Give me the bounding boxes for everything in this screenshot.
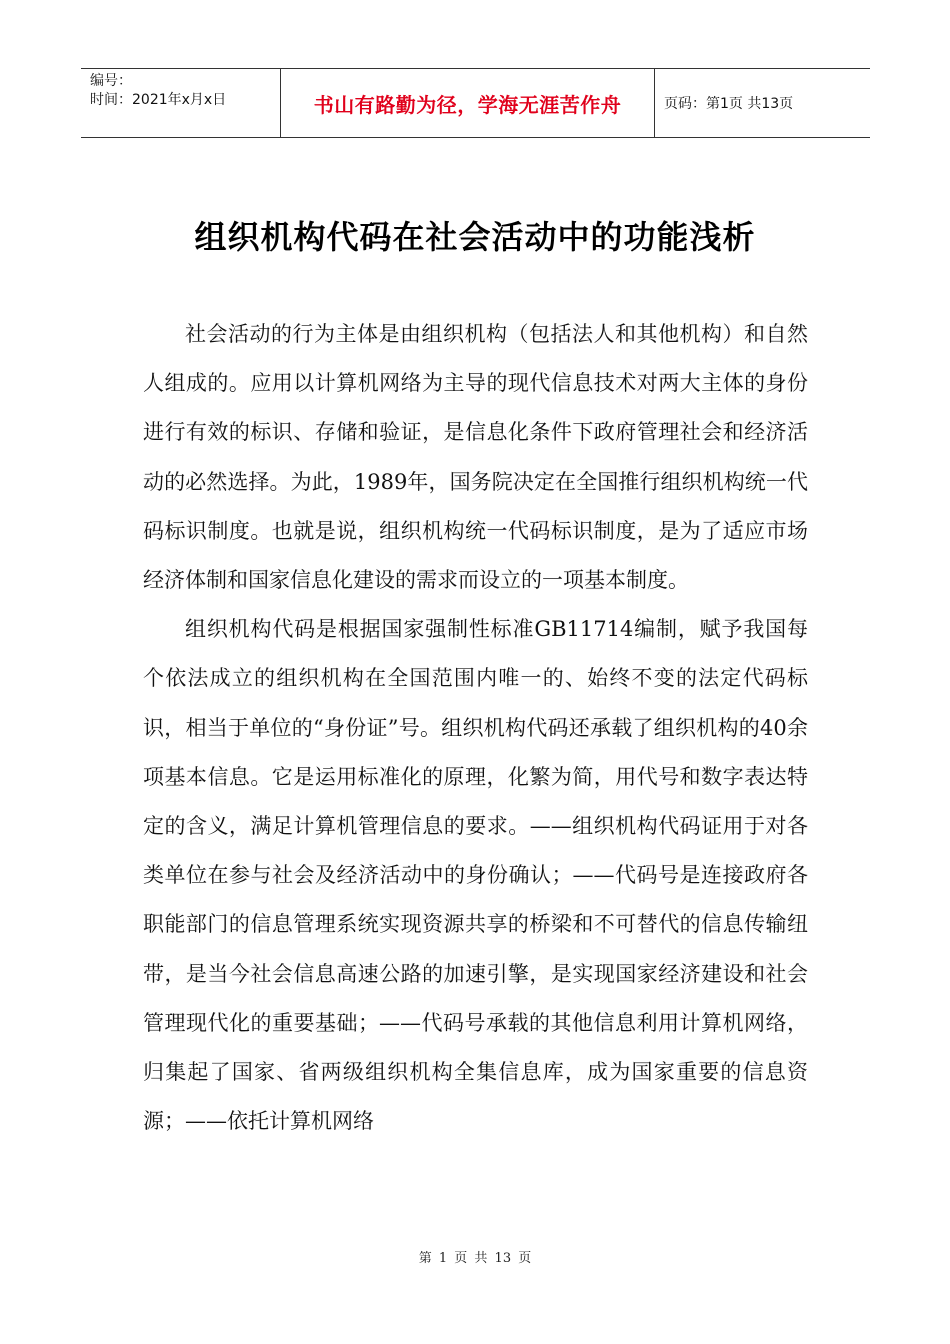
document-body — [143, 310, 808, 1146]
document-number-label: 编号： — [90, 73, 132, 89]
header-motto: 书山有路勤为径，学海无涯苦作舟 — [281, 69, 655, 137]
document-date: 时间：2021年x月x日 — [90, 92, 227, 108]
document-header — [81, 68, 870, 138]
paragraph-2: 组织机构代码是根据国家强制性标准GB11714编制，赋予我国每个依法成立的组织机构在全国范围内唯一的、始终不变的法定代码标识，相当于单位的“身份证”号。组织机构代码还承载了组织机构的40余项基本信息。它是运用标准化的原理，化繁为简，用代号和数字表达特定的含义，满足计算机管理信息的要求。——组织机构代码证用于对各类单位在参与社会及经济活动中的身份确认；——代码号是连接政府各职能部门的信息管理系统实现资源共享的桥梁和不可替代的信息传输纽带，是当今社会信息高速公路的加速引擎，是实现国家经济建设和社会管理现代化的重要基础；——代码号承载的其他信息利用计算机网络，归集起了国家、省两级组织机构全集信息库，成为国家重要的信息资源；——依托计算机网络 — [143, 617, 808, 1134]
header-page-info: 页码：第1页 共13页 — [664, 96, 794, 112]
page-footer: 第 1 页 共 13 页 — [418, 1251, 532, 1266]
paragraph-1: 社会活动的行为主体是由组织机构（包括法人和其他机构）和自然人组成的。应用以计算机网络为主导的现代信息技术对两大主体的身份进行有效的标识、存储和验证，是信息化条件下政府管理社会和经济活动的必然选择。为此，1989年，国务院决定在全国推行组织机构统一代码标识制度。也就是说，组织机构统一代码标识制度，是为了适应市场经济体制和国家信息化建设的需求而设立的一项基本制度。 — [143, 322, 808, 593]
document-title: 组织机构代码在社会活动中的功能浅析 — [194, 218, 756, 256]
header-meta — [81, 69, 281, 137]
